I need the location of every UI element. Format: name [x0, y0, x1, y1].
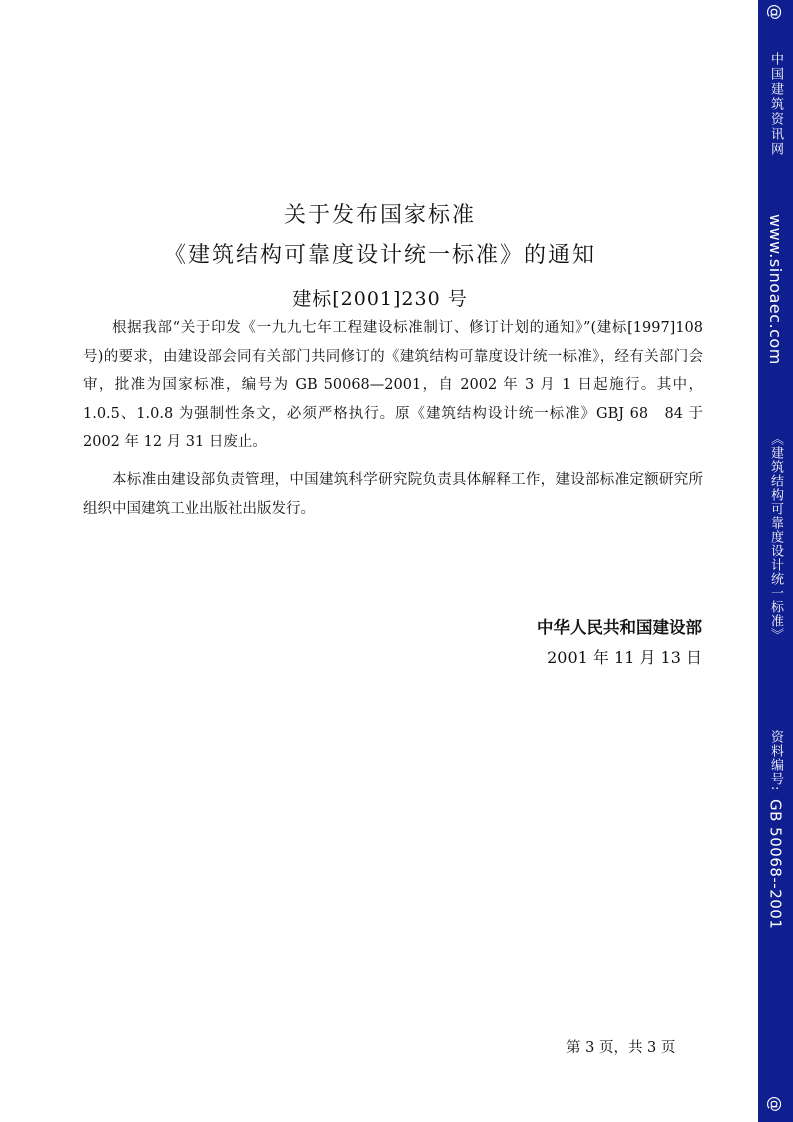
notice-title-line1: 关于发布国家标准: [283, 203, 476, 228]
sidebar-document-code: [758, 730, 793, 930]
body-paragraph-2: 本标准由建设部负责管理，中国建筑科学研究院负责具体解释工作，建设部标准定额研究所组织中国建筑工业出版社出版发行。: [83, 472, 703, 517]
body-paragraph-1: 根据我部“关于印发《一九九七年工程建设标准制订、修订计划的通知》”(建标[1997]108 号)的要求，由建设部会同有关部门共同修订的《建筑结构可靠度设计统一标准》，经有关部门会审，批准为国家标准，编号为 GB 50068—2001，自 2002 年 3 月 1 日起施行。其中，1.0.5、1.0.8 为强制性条文，必须严格执行。原《建筑结构设计统一标准》GBJ 68 84 于 2002 年 12 月 31 日废止。: [83, 320, 703, 450]
signature-date: 2001 年 11 月 13 日: [547, 648, 702, 667]
sidebar-site-name: 中国建筑资讯网: [768, 52, 783, 157]
page-footer: 第 3 页，共 3 页: [566, 1040, 676, 1056]
notice-title-line2: 《建筑结构可靠度设计统一标准》的通知: [163, 243, 596, 268]
watermark-sidebar: [758, 0, 793, 1122]
sidebar-standard-name: 《建筑结构可靠度设计统一标准》: [768, 432, 783, 642]
document-number: 建标[2001]230 号: [292, 288, 468, 310]
sidebar-url: www.sinoaec.com: [766, 214, 785, 365]
at-symbol-top: @: [766, 4, 785, 20]
sidebar-code-value: GB 50068--2001: [766, 799, 785, 930]
at-symbol-bottom: @: [766, 1096, 785, 1112]
signature-organization: 中华人民共和国建设部: [537, 618, 702, 637]
sidebar-code-label: 资料编号:: [768, 730, 783, 792]
